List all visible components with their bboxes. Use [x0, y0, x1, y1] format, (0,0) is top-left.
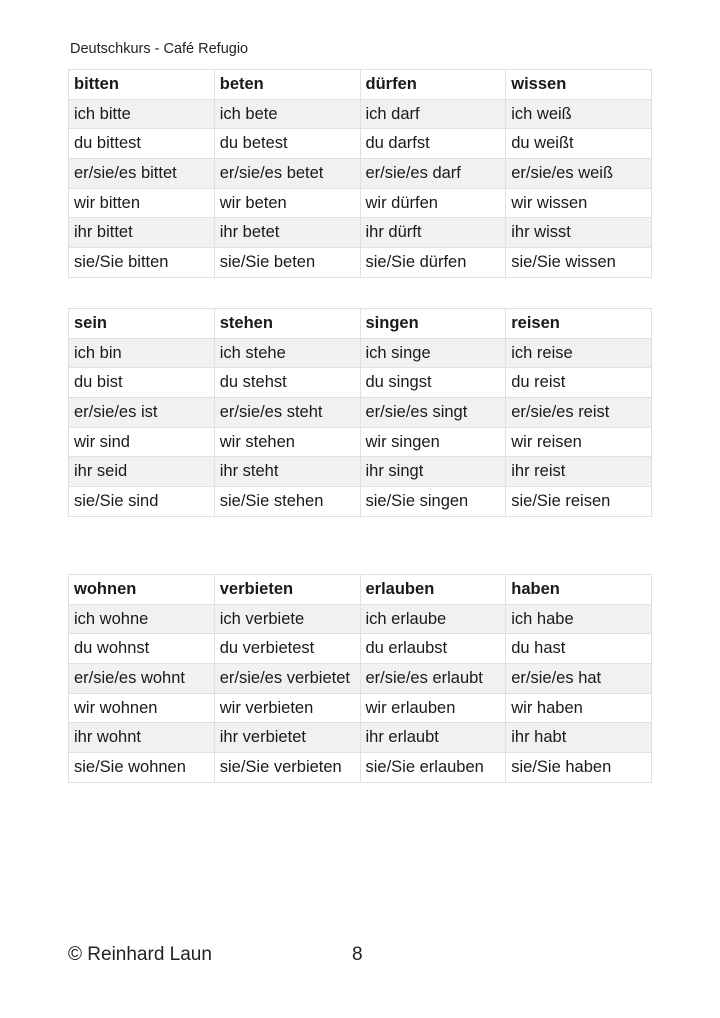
verb-infinitive-cell: bitten: [69, 70, 215, 100]
conjugation-cell: sie/Sie wohnen: [69, 753, 215, 783]
verb-infinitive-cell: erlauben: [360, 575, 506, 605]
verb-infinitive-cell: stehen: [214, 309, 360, 339]
conjugation-cell: ihr betet: [214, 218, 360, 248]
conjugation-cell: wir bitten: [69, 188, 215, 218]
conjugation-cell: sie/Sie sind: [69, 487, 215, 517]
conjugation-cell: sie/Sie erlauben: [360, 753, 506, 783]
conjugation-cell: du bittest: [69, 129, 215, 159]
conjugation-cell: wir dürfen: [360, 188, 506, 218]
table-header-row: [69, 70, 652, 100]
conjugation-cell: er/sie/es steht: [214, 398, 360, 428]
conjugation-cell: wir wissen: [506, 188, 652, 218]
verb-infinitive-cell: wohnen: [69, 575, 215, 605]
document-header: Deutschkurs - Café Refugio: [70, 41, 249, 57]
conjugation-cell: du reist: [506, 368, 652, 398]
conjugation-cell: er/sie/es hat: [506, 664, 652, 694]
conjugation-cell: ich stehe: [214, 338, 360, 368]
conjugation-cell: wir beten: [214, 188, 360, 218]
conjugation-cell: sie/Sie stehen: [214, 487, 360, 517]
conjugation-cell: er/sie/es betet: [214, 159, 360, 189]
conjugation-cell: ich singe: [360, 338, 506, 368]
table-row: [69, 368, 652, 398]
conjugation-cell: ihr singt: [360, 457, 506, 487]
conjugation-cell: du hast: [506, 634, 652, 664]
conjugation-cell: wir reisen: [506, 427, 652, 457]
table-row: [69, 487, 652, 517]
conjugation-cell: wir wohnen: [69, 693, 215, 723]
conjugation-cell: du stehst: [214, 368, 360, 398]
conjugation-cell: ihr seid: [69, 457, 215, 487]
conjugation-cell: sie/Sie reisen: [506, 487, 652, 517]
conjugation-cell: wir stehen: [214, 427, 360, 457]
conjugation-cell: du betest: [214, 129, 360, 159]
conjugation-cell: wir verbieten: [214, 693, 360, 723]
conjugation-cell: du darfst: [360, 129, 506, 159]
conjugation-cell: er/sie/es ist: [69, 398, 215, 428]
conjugation-cell: sie/Sie verbieten: [214, 753, 360, 783]
conjugation-cell: ihr wisst: [506, 218, 652, 248]
conjugation-cell: er/sie/es wohnt: [69, 664, 215, 694]
conjugation-cell: er/sie/es bittet: [69, 159, 215, 189]
conjugation-cell: sie/Sie wissen: [506, 248, 652, 278]
conjugation-cell: er/sie/es reist: [506, 398, 652, 428]
table-row: [69, 99, 652, 129]
table-row: [69, 753, 652, 783]
conjugation-cell: ich wohne: [69, 604, 215, 634]
conjugation-cell: ihr bittet: [69, 218, 215, 248]
conjugation-table-1: [68, 69, 652, 278]
conjugation-cell: ich bitte: [69, 99, 215, 129]
conjugation-cell: ich habe: [506, 604, 652, 634]
conjugation-table-3: [68, 574, 652, 783]
conjugation-cell: du wohnst: [69, 634, 215, 664]
table-row: [69, 723, 652, 753]
table-row: [69, 604, 652, 634]
table-row: [69, 693, 652, 723]
conjugation-cell: ich bin: [69, 338, 215, 368]
conjugation-cell: du erlaubst: [360, 634, 506, 664]
verb-infinitive-cell: reisen: [506, 309, 652, 339]
conjugation-cell: ihr habt: [506, 723, 652, 753]
conjugation-cell: sie/Sie beten: [214, 248, 360, 278]
table-row: [69, 218, 652, 248]
conjugation-cell: wir sind: [69, 427, 215, 457]
table-row: [69, 248, 652, 278]
conjugation-cell: er/sie/es weiß: [506, 159, 652, 189]
page-number: 8: [352, 944, 363, 965]
conjugation-cell: ich darf: [360, 99, 506, 129]
conjugation-cell: sie/Sie bitten: [69, 248, 215, 278]
conjugation-cell: ihr erlaubt: [360, 723, 506, 753]
conjugation-cell: er/sie/es erlaubt: [360, 664, 506, 694]
conjugation-cell: ich erlaube: [360, 604, 506, 634]
conjugation-cell: wir haben: [506, 693, 652, 723]
conjugation-cell: ich reise: [506, 338, 652, 368]
conjugation-cell: ihr verbietet: [214, 723, 360, 753]
verb-infinitive-cell: dürfen: [360, 70, 506, 100]
table-row: [69, 427, 652, 457]
conjugation-cell: wir erlauben: [360, 693, 506, 723]
conjugation-cell: ihr wohnt: [69, 723, 215, 753]
conjugation-cell: wir singen: [360, 427, 506, 457]
conjugation-cell: ihr steht: [214, 457, 360, 487]
table-row: [69, 457, 652, 487]
verb-infinitive-cell: haben: [506, 575, 652, 605]
conjugation-cell: er/sie/es singt: [360, 398, 506, 428]
conjugation-cell: du bist: [69, 368, 215, 398]
conjugation-cell: er/sie/es verbietet: [214, 664, 360, 694]
conjugation-cell: sie/Sie singen: [360, 487, 506, 517]
table-header-row: [69, 309, 652, 339]
conjugation-cell: ihr dürft: [360, 218, 506, 248]
table-row: [69, 634, 652, 664]
conjugation-table-2: [68, 308, 652, 517]
table-row: [69, 129, 652, 159]
conjugation-cell: ich bete: [214, 99, 360, 129]
conjugation-cell: du verbietest: [214, 634, 360, 664]
table-row: [69, 338, 652, 368]
conjugation-cell: sie/Sie haben: [506, 753, 652, 783]
copyright-footer: © Reinhard Laun: [68, 944, 212, 965]
conjugation-cell: ich weiß: [506, 99, 652, 129]
conjugation-cell: ihr reist: [506, 457, 652, 487]
verb-infinitive-cell: wissen: [506, 70, 652, 100]
verb-infinitive-cell: beten: [214, 70, 360, 100]
verb-infinitive-cell: verbieten: [214, 575, 360, 605]
conjugation-cell: er/sie/es darf: [360, 159, 506, 189]
conjugation-cell: ich verbiete: [214, 604, 360, 634]
table-row: [69, 398, 652, 428]
table-header-row: [69, 575, 652, 605]
table-row: [69, 159, 652, 189]
conjugation-cell: du singst: [360, 368, 506, 398]
verb-infinitive-cell: singen: [360, 309, 506, 339]
verb-infinitive-cell: sein: [69, 309, 215, 339]
table-row: [69, 188, 652, 218]
table-row: [69, 664, 652, 694]
conjugation-cell: du weißt: [506, 129, 652, 159]
conjugation-cell: sie/Sie dürfen: [360, 248, 506, 278]
